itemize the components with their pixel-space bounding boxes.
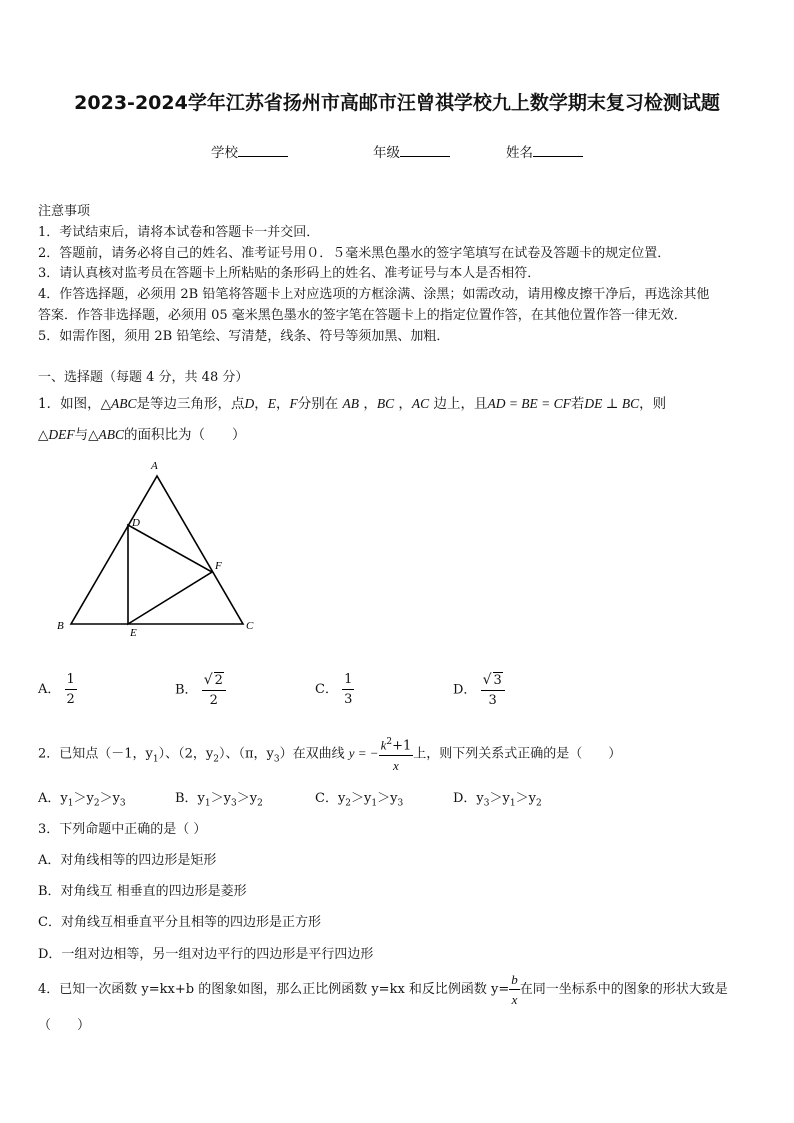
denominator: 3 xyxy=(488,693,497,708)
subscript: 1 xyxy=(204,798,211,809)
question-4-stem xyxy=(38,972,728,1008)
q1-triangle-abc: △ABC xyxy=(88,427,125,442)
fraction xyxy=(202,672,226,708)
note-item: 1．考试结束后，请将本试卷和答题卡一并交回． xyxy=(38,225,320,240)
q1-triangle-figure xyxy=(50,455,270,645)
exponent: 2 xyxy=(386,737,393,747)
name-label: 姓名 xyxy=(506,145,533,161)
subscript: 1 xyxy=(67,798,74,809)
q1-side-ab: AB xyxy=(342,396,360,411)
school-blank xyxy=(238,143,288,157)
label-a: A xyxy=(151,460,158,472)
q1-text: 若 xyxy=(570,396,585,412)
note-item: 2．答题前，请务必将自己的姓名、准考证号用０．５毫米黑色墨水的签字笔填写在试卷及答题卡的规定位置． xyxy=(38,246,671,261)
option-letter: C． xyxy=(315,682,338,697)
q1-condition: AD = BE = CF xyxy=(487,396,571,411)
subscript: 2 xyxy=(535,798,542,809)
school-field xyxy=(211,141,288,161)
q1-side-ac: AC xyxy=(411,396,430,411)
subscript: 2 xyxy=(257,798,263,809)
option-letter: A． xyxy=(38,682,61,697)
q1-text: ， xyxy=(275,396,290,412)
option-letter: D． xyxy=(453,682,477,698)
denominator: 2 xyxy=(66,692,75,707)
note-item: 3．请认真核对监考员在答题卡上所粘贴的条形码上的姓名、准考证号与本人是否相符． xyxy=(38,266,541,281)
q4-text: 在同一坐标系中的图象的形状大致是 xyxy=(519,982,728,997)
q1-text: 1．如图， xyxy=(38,396,101,412)
q1-text: ，则 xyxy=(639,396,667,412)
q2-option-c[interactable] xyxy=(315,791,403,812)
triangle-def-shape xyxy=(128,525,212,624)
q2-text: ）、（π，y xyxy=(218,746,274,762)
grade-label: 年级 xyxy=(373,145,400,161)
q2-fraction xyxy=(379,735,414,773)
denominator: x xyxy=(393,758,399,774)
numerator: 1 xyxy=(65,672,77,690)
subscript: 3 xyxy=(397,798,404,809)
opt: ＞y xyxy=(489,791,510,806)
label-c: C xyxy=(246,620,254,632)
num-rest: +1 xyxy=(392,738,412,754)
q2-option-a[interactable] xyxy=(38,791,126,812)
subscript: 2 xyxy=(93,798,100,809)
q1-text: 边上，且 xyxy=(433,396,488,412)
numerator: b xyxy=(509,972,520,990)
numerator xyxy=(202,672,226,691)
q1-point-e: E xyxy=(267,396,276,411)
subscript: 3 xyxy=(119,798,126,809)
fraction xyxy=(342,672,354,707)
q1-text: ， xyxy=(254,396,268,412)
q4-fraction xyxy=(509,972,520,1007)
opt: ＞y xyxy=(377,791,398,806)
subscript: 1 xyxy=(152,754,159,765)
sqrt-icon: √ xyxy=(482,672,492,688)
q1-text: 是等边三角形，点 xyxy=(136,396,245,412)
notes-heading: 注意事项 xyxy=(38,204,91,219)
subscript: 2 xyxy=(345,798,352,809)
q1-point-f: F xyxy=(289,396,298,411)
q1-triangle-abc: △ABC xyxy=(100,396,137,411)
numerator xyxy=(379,735,414,756)
q4-text: 4．已知一次函数 y=kx+b 的图象如图，那么正比例函数 y=kx 和反比例函数 y= xyxy=(38,982,510,997)
question-3-stem: 3．下列命题中正确的是（ ） xyxy=(38,822,207,837)
q1-text: 分别在 xyxy=(297,396,339,412)
q2-option-d[interactable] xyxy=(453,791,542,812)
note-item: 答案．作答非选择题，必须用 05 毫米黑色墨水的签字笔在答题卡上的指定位置作答，在其他位置作答一律无效． xyxy=(38,308,687,323)
opt: ＞y xyxy=(515,791,536,806)
q1-text: 的面积比为（ ） xyxy=(124,427,246,443)
label-d: D xyxy=(132,517,140,529)
question-1-line-2 xyxy=(38,427,246,443)
opt: ＞y xyxy=(210,791,231,806)
radicand: 2 xyxy=(214,673,223,688)
q3-option-c[interactable]: C．对角线互相垂直平分且相等的四边形是正方形 xyxy=(38,915,321,930)
subscript: 3 xyxy=(273,754,280,765)
fraction xyxy=(481,672,505,708)
q2-equation-lhs: y = − xyxy=(348,745,379,761)
option-letter: B． xyxy=(175,682,198,698)
opt: D．y xyxy=(453,791,484,806)
opt: ＞y xyxy=(99,791,120,806)
opt: ＞y xyxy=(73,791,94,806)
q1-perpendicular: DE ⊥ BC xyxy=(584,396,640,411)
radicand: 3 xyxy=(493,673,502,688)
label-f: F xyxy=(215,560,222,572)
q1-option-c[interactable] xyxy=(315,672,354,707)
subscript: 2 xyxy=(213,754,219,765)
subscript: 3 xyxy=(483,798,490,809)
q2-text: ）、（2，y xyxy=(158,746,214,762)
page-title: 2023-2024学年江苏省扬州市高邮市汪曾祺学校九上数学期末复习检测试题 xyxy=(74,92,720,114)
q3-option-d[interactable]: D．一组对边相等，另一组对边平行的四边形是平行四边形 xyxy=(38,947,374,962)
sqrt-icon: √ xyxy=(203,672,213,688)
fraction xyxy=(65,672,77,707)
triangle-abc-shape xyxy=(71,476,243,624)
question-4-answer-paren: （ ） xyxy=(38,1018,91,1033)
name-field xyxy=(506,141,583,161)
q1-point-d: D xyxy=(244,396,255,411)
question-2-stem xyxy=(38,735,621,776)
denominator: 2 xyxy=(209,693,218,708)
note-item: 5．如需作图，须用 2B 铅笔绘、写清楚，线条、符号等须加黑、加粗． xyxy=(38,329,450,344)
numerator xyxy=(481,672,505,691)
name-blank xyxy=(533,143,583,157)
q2-text: 上，则下列关系式正确的是（ ） xyxy=(413,746,622,762)
q3-option-b[interactable]: B．对角线互 相垂直的四边形是菱形 xyxy=(38,884,247,899)
q1-option-a[interactable] xyxy=(38,672,77,707)
q2-option-b[interactable] xyxy=(175,791,263,812)
section-heading: 一、选择题（每题 4 分，共 48 分） xyxy=(38,370,249,385)
note-item: 4．作答选择题，必须用 2B 铅笔将答题卡上对应选项的方框涂满、涂黑；如需改动，请用橡皮擦干净后，再选涂其他 xyxy=(38,287,710,302)
opt: C．y xyxy=(315,791,346,806)
q2-text: ）在双曲线 xyxy=(279,746,345,762)
subscript: 3 xyxy=(231,798,237,809)
grade-field xyxy=(373,141,450,161)
grade-blank xyxy=(400,143,450,157)
var-k: k xyxy=(380,737,387,753)
subscript: 1 xyxy=(509,798,516,809)
q2-text: 2．已知点（－1，y xyxy=(38,746,153,762)
denominator: 3 xyxy=(344,692,353,707)
numerator: 1 xyxy=(342,672,354,690)
q1-text: 与 xyxy=(74,427,89,443)
q1-side-bc: BC xyxy=(376,396,395,411)
q1-option-b[interactable] xyxy=(175,672,226,708)
q1-triangle-def: △DEF xyxy=(38,427,75,442)
opt: ＞y xyxy=(236,791,258,806)
denominator: x xyxy=(511,992,518,1007)
opt: B．y xyxy=(175,791,205,806)
q1-option-d[interactable] xyxy=(453,672,505,708)
label-b: B xyxy=(57,620,64,632)
opt: A．y xyxy=(38,791,68,806)
subscript: 1 xyxy=(371,798,378,809)
school-label: 学校 xyxy=(211,145,238,161)
q3-option-a[interactable]: A．对角线相等的四边形是矩形 xyxy=(38,853,217,868)
label-e: E xyxy=(130,627,137,639)
opt: ＞y xyxy=(351,791,372,806)
question-1-line-1: 1．如图，△ABC是等边三角形，点D，E，F分别在 AB ，BC ，AC 边上，且AD = BE = CF若DE ⊥ BC，则 xyxy=(38,396,667,412)
